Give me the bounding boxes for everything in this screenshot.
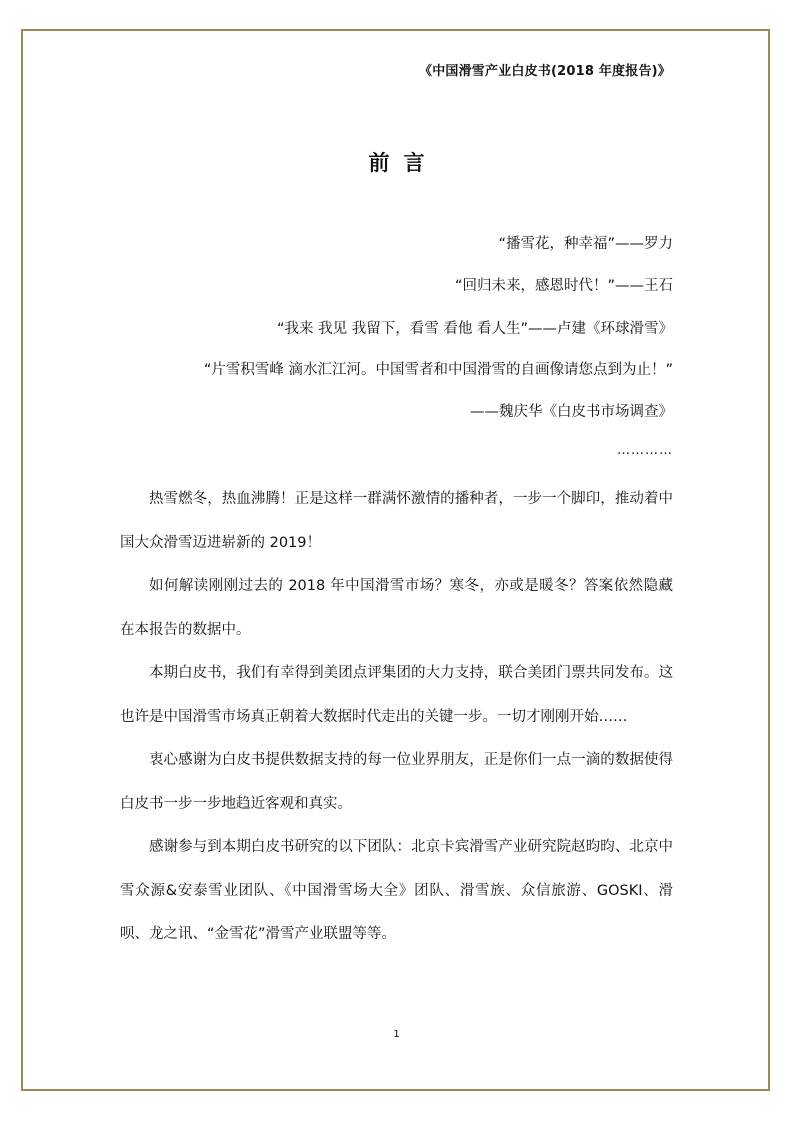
page-number: 1	[393, 1029, 400, 1040]
body-paragraph: 衷心感谢为白皮书提供数据支持的每一位业界朋友，正是你们一点一滴的数据使得白皮书一步一步地趋近客观和真实。	[120, 752, 673, 812]
quote-line: “片雪积雪峰 滴水汇江河。中国雪者和中国滑雪的自画像请您点到为止！”	[203, 362, 673, 378]
quote-line: “播雪花，种幸福”——罗力	[498, 236, 673, 252]
page-title: 前言	[368, 151, 439, 175]
quote-ellipsis: …………	[617, 443, 673, 458]
report-title-header: 《中国滑雪产业白皮书(2018 年度报告)》	[419, 64, 671, 79]
body-paragraph: 本期白皮书，我们有幸得到美团点评集团的大力支持，联合美团门票共同发布。这也许是中国滑雪市场真正朝着大数据时代走出的关键一步。一切才刚刚开始……	[120, 665, 673, 725]
preface-body	[120, 478, 673, 957]
quote-line: “我来 我见 我留下，看雪 看他 看人生”——卢建《环球滑雪》	[277, 321, 673, 337]
body-paragraph: 热雪燃冬，热血沸腾！正是这样一群满怀激情的播种者，一步一个脚印，推动着中国大众滑雪迈进崭新的 2019！	[120, 491, 673, 551]
body-paragraph: 如何解读刚刚过去的 2018 年中国滑雪市场？寒冬，亦或是暖冬？答案依然隐藏在本报告的数据中。	[120, 578, 673, 638]
quote-attribution: ——魏庆华《白皮书市场调查》	[470, 404, 673, 420]
body-paragraph: 感谢参与到本期白皮书研究的以下团队：北京卡宾滑雪产业研究院赵昀昀、北京中雪众源&安泰雪业团队、《中国滑雪场大全》团队、滑雪族、众信旅游、GOSKI、滑呗、龙之讯、“金雪花”滑雪产业联盟等等。	[120, 839, 673, 942]
quote-line: “回归未来，感恩时代！”——王石	[454, 278, 673, 294]
